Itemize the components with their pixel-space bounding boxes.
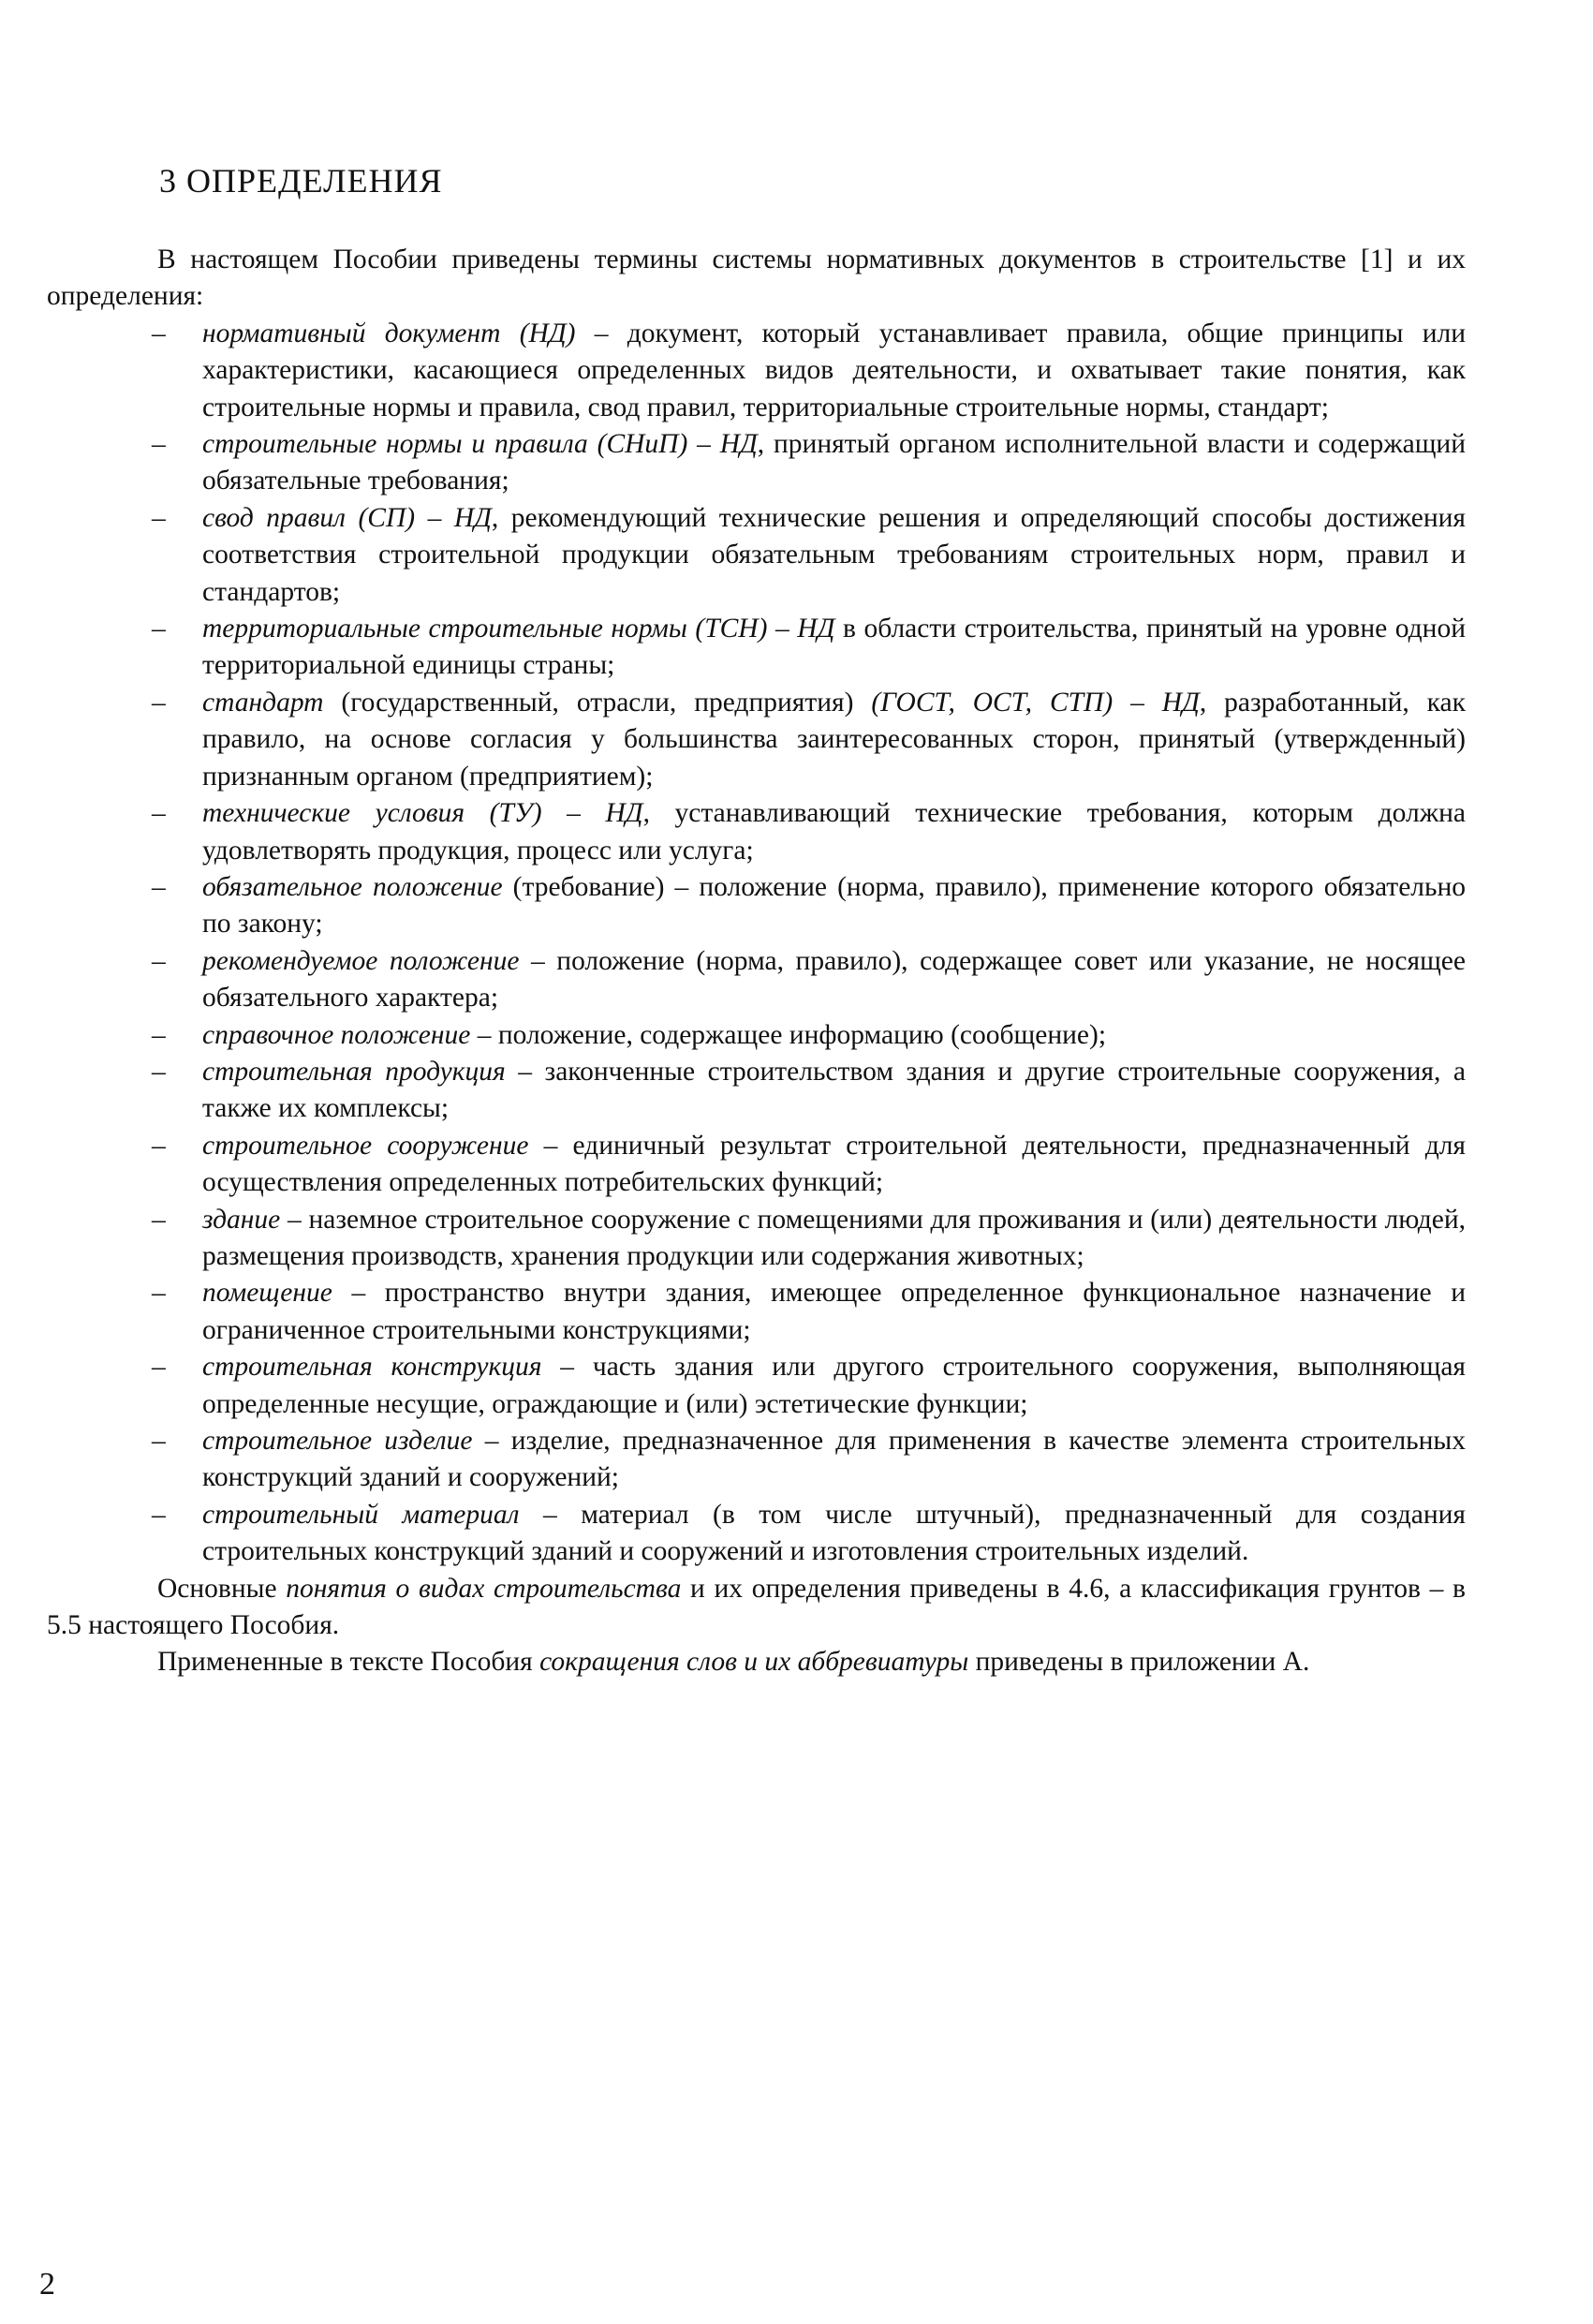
definition-term: строительная продукция [202,1056,506,1087]
definition-text: , устанавливающий технические требования, которым должна удовлетворять продукция, процесс или услуга; [202,798,1466,866]
definition-text: , разработанный, как правило, на основе согласия у большинства заинтересованных сторон, принятый (утвержденный) признанным органом (предприятием); [202,687,1466,792]
definition-item [47,611,1466,685]
definition-text: – изделие, предназначенное для применения в качестве элемента строительных конструкций зданий и сооружений; [202,1426,1466,1493]
abbr-term: сокращения слов и их аббревиатуры [539,1647,969,1678]
definition-text: (государственный, отрасли, предприятия) [323,687,872,718]
definition-term: помещение [202,1278,332,1309]
definition-term: технические условия (ТУ) – НД [202,798,643,829]
definition-term: свод правил (СП) – НД [202,502,492,533]
definition-text: – часть здания или другого строительного сооружения, выполняющая определенные несущие, ограждающие и (или) эстетические функции; [202,1352,1466,1419]
definition-text: в области строительства, принятый на уровне одной территориальной единицы страны; [202,614,1466,681]
definition-item [47,316,1466,426]
definition-term: строительное сооружение [202,1130,529,1161]
concepts-term: понятия о видах строительства [286,1573,682,1604]
definition-text: – документ, который устанавливает правила, общие принципы или характеристики, касающиеся определенных видов деятельности, и охватывает такие понятия, как строительные нормы и правила, свод правил, территориальные строительные нормы, стандарт; [202,318,1467,422]
definition-item [47,1128,1466,1202]
definition-item [47,500,1466,611]
definition-item [47,795,1466,869]
definition-item [47,1054,1466,1128]
definition-item [47,685,1466,795]
definition-text: – пространство внутри здания, имеющее определенное функциональное назначение и ограниченное строительными конструкциями; [202,1278,1466,1345]
definition-text: (требование) – положение (норма, правило), применение которого обязательно по закону; [202,871,1466,940]
concepts-paragraph [47,1571,1466,1645]
definition-term-abbr: (ГОСТ, ОСТ, СТП) – НД [871,687,1200,718]
definition-text: , принятый органом исполнительной власти и содержащий обязательные требования; [202,429,1466,496]
page-number: 2 [39,2267,55,2302]
definition-text: – наземное строительное сооружение с помещениями для проживания и (или) деятельности людей, размещения производств, хранения продукции или содержания животных; [202,1204,1466,1271]
definition-text: , рекомендующий технические решения и определяющий способы достижения соответствия строительной продукции обязательным требованиям строительных норм, правил и стандартов; [202,502,1466,607]
definition-text: – положение, содержащее информацию (сообщение); [470,1019,1107,1050]
definition-term: справочное положение [202,1019,471,1050]
definition-text: – материал (в том числе штучный), предназначенный для создания строительных конструкций зданий и сооружений и изготовления строительных изделий. [202,1499,1466,1567]
definition-item [47,1202,1466,1276]
abbr-post: приведены в приложении А. [968,1647,1310,1678]
definition-term: стандарт [202,687,324,718]
definition-item [47,426,1466,500]
intro-paragraph: В настоящем Пособии приведены термины системы нормативных документов в строительстве [1] и их определения: [47,244,1466,312]
definition-term: строительное изделие [202,1426,473,1456]
definitions-list [47,316,1466,1571]
definition-term: рекомендуемое положение [202,945,520,976]
definition-item [47,1497,1466,1571]
definition-text: – единичный результат строительной деятельности, предназначенный для осуществления определенных потребительских функций; [202,1130,1466,1198]
definition-item [47,1423,1466,1497]
concepts-pre: Основные [157,1573,287,1604]
definition-term: строительная конструкция [202,1352,542,1383]
abbr-pre: Примененные в тексте Пособия [157,1647,540,1678]
definition-term: территориальные строительные нормы (ТСН) – НД [202,614,835,644]
section-title: 3 ОПРЕДЕЛЕНИЯ [159,162,443,200]
definition-item [47,1275,1466,1349]
concepts-post: и их определения приведены в 4.6, а классификация грунтов – в 5.5 настоящего Пособия. [47,1573,1466,1641]
definition-text: – законченные строительством здания и другие строительные сооружения, а также их комплексы; [202,1056,1466,1124]
definition-item [47,869,1466,943]
definition-term: здание [202,1204,281,1235]
body-text [47,242,1466,1681]
definition-text: – положение (норма, правило), содержащее совет или указание, не носящее обязательного характера; [202,945,1466,1014]
abbreviations-paragraph [47,1644,1466,1680]
definition-item [47,1017,1466,1054]
definition-item [47,943,1466,1017]
definition-term: строительный материал [202,1499,520,1530]
definition-item [47,1349,1466,1423]
definition-term: строительные нормы и правила (СНиП) – НД [202,429,758,460]
definition-term: нормативный документ (НД) [202,318,576,348]
definition-term: обязательное положение [202,871,503,902]
